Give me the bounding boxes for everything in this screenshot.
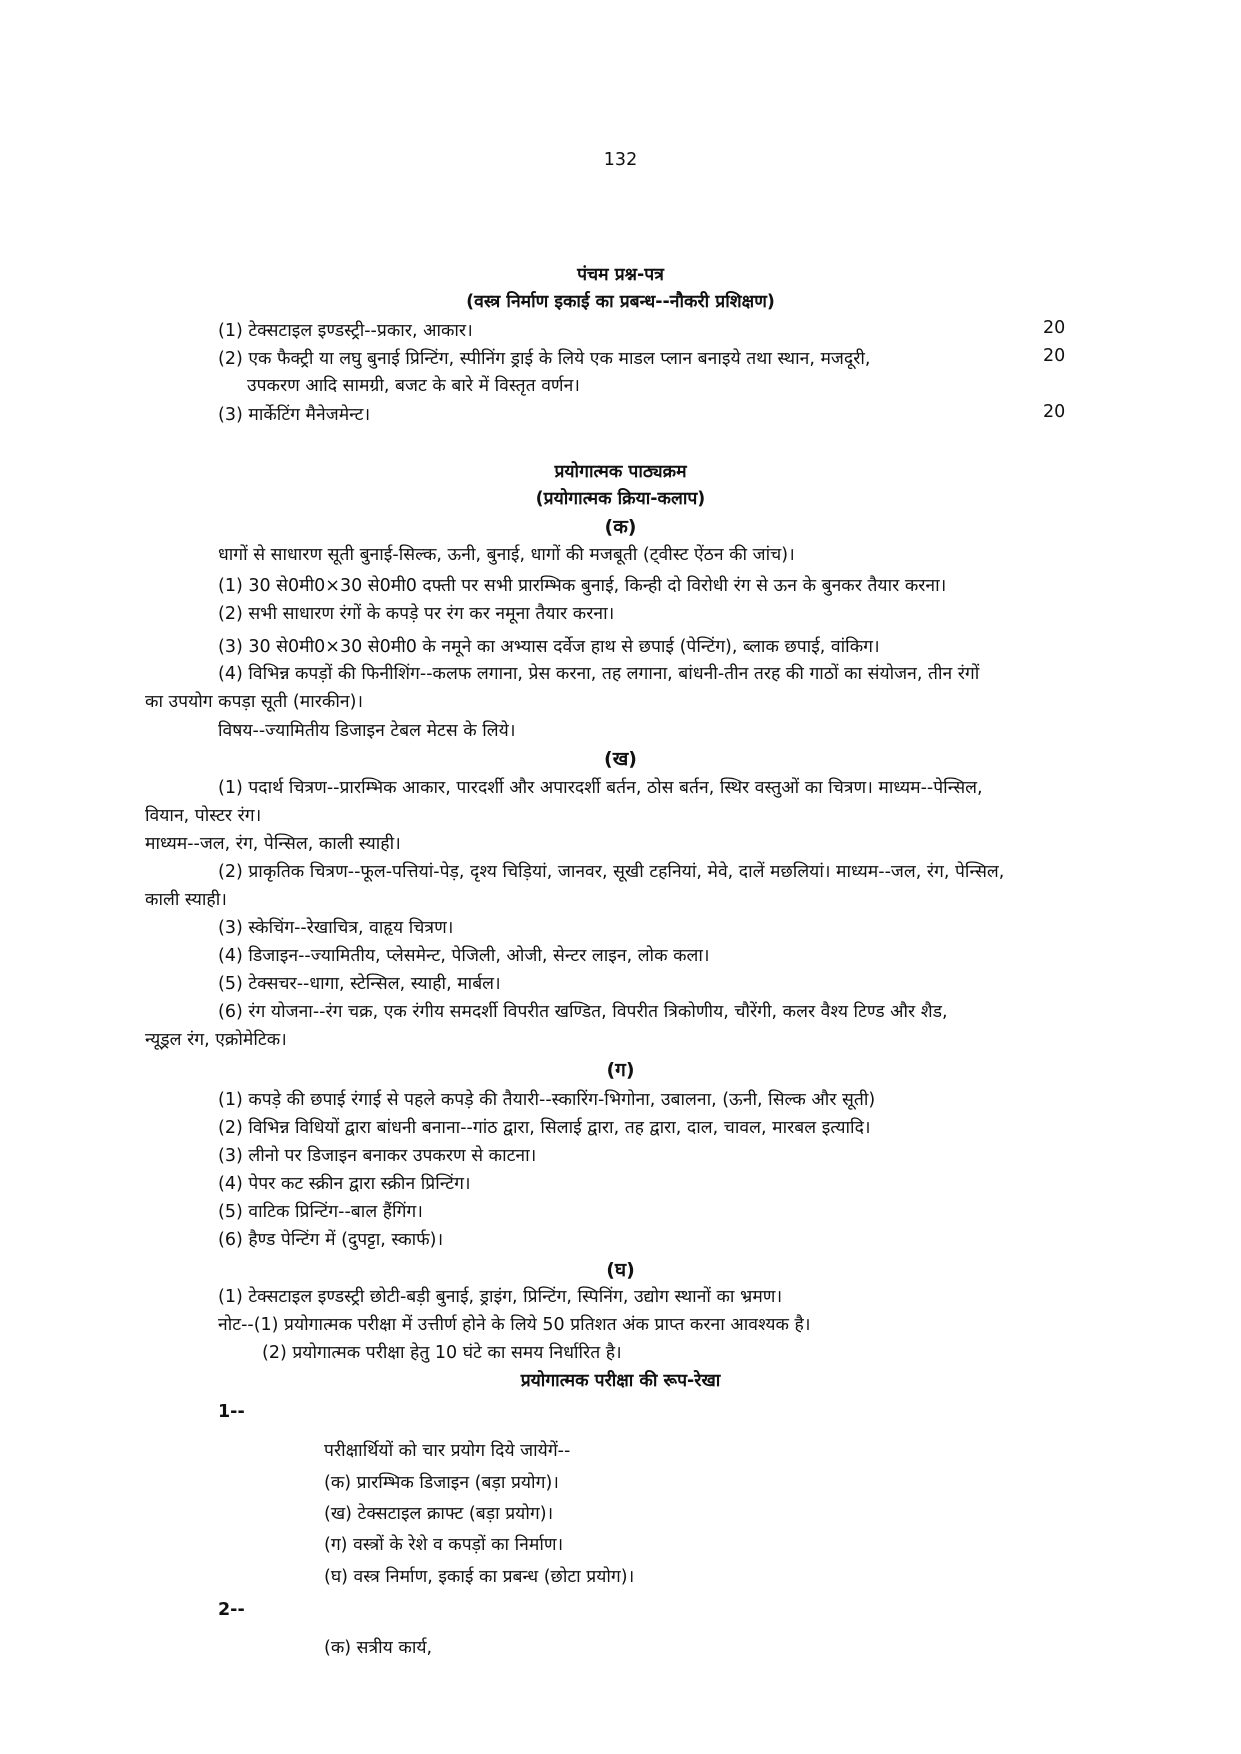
section-kha-item-2: (2) प्राकृतिक चित्रण--फूल-पत्तियां-पेड़, दृश्य चिड़ियां, जानवर, सूखी टहनियां, मेवे, दालें मछलियां। माध्यम--जल, रंग, पेन्सिल, [218,862,1005,882]
paper-item-1-marks: 20 [1043,318,1066,338]
section-gha-item-1: (1) टेक्सटाइल इण्डस्ट्री छोटी-बड़ी बुनाई, ड्राइंग, प्रिन्टिंग, स्पिनिंग, उद्योग स्थानों का भ्रमण। [218,1287,783,1307]
paper-item-3: (3) मार्केटिंग मैनेजमेन्ट। [218,405,371,425]
paper-title: पंचम प्रश्न-पत्र [577,265,664,285]
section-ka-item-1: (1) 30 से0मी0×30 से0मी0 दफ्ती पर सभी प्रारम्भिक बुनाई, किन्ही दो विरोधी रंग से ऊन के बुनकर तैयार करना। [218,576,947,596]
section-kha-item-6: (6) रंग योजना--रंग चक्र, एक रंगीय समदर्शी विपरीत खण्डित, विपरीत त्रिकोणीय, चौरेंगी, कलर वैश्य टिण्ड और शैड, [218,1002,948,1022]
exam-point-2-label: 2-- [218,1600,245,1620]
section-kha-item-3: (3) स्केचिंग--रेखाचित्र, वाहृय चित्रण। [218,918,454,938]
exam-point-1-intro: परीक्षार्थियों को चार प्रयोग दिये जायेगें-- [324,1441,571,1461]
section-ka-item-4-continuation: का उपयोग कपड़ा सूती (मारकीन)। [145,692,364,712]
page-number: 132 [603,150,638,170]
paper-item-1: (1) टेक्सटाइल इण्डस्ट्री--प्रकार, आकार। [218,321,473,341]
section-kha-item-4: (4) डिजाइन--ज्यामितीय, प्लेसमेन्ट, पेजिली, ओजी, सेन्टर लाइन, लोक कला। [218,946,710,966]
section-ga-item-5: (5) वाटिक प्रिन्टिंग--बाल हैंगिंग। [218,1202,423,1222]
section-ka-intro: धागों से साधारण सूती बुनाई-सिल्क, ऊनी, बुनाई, धागों की मजबूती (ट्वीस्ट ऐंठन की जांच)। [218,545,795,565]
section-kha-item-1-continuation: वियान, पोस्टर रंग। [145,806,262,826]
section-gha-heading: (घ) [606,1259,635,1281]
section-kha-item-1: (1) पदार्थ चित्रण--प्रारम्भिक आकार, पारदर्शी और अपारदर्शी बर्तन, ठोस बर्तन, स्थिर वस्तुओं का चित्रण। माध्यम--पेन्सिल, [218,778,983,798]
section-ga-item-1: (1) कपड़े की छपाई रंगाई से पहले कपड़े की तैयारी--स्कारिंग-भिगोना, उबालना, (ऊनी, सिल्क और सूती) [218,1090,876,1110]
exam-outline-title: प्रयोगात्मक परीक्षा की रूप-रेखा [520,1371,721,1391]
practical-title: प्रयोगात्मक पाठ्यक्रम [554,462,687,482]
section-ga-heading: (ग) [606,1059,635,1081]
section-ka-item-3: (3) 30 से0मी0×30 से0मी0 के नमूने का अभ्यास दर्वेज हाथ से छपाई (पेन्टिंग), ब्लाक छपाई, वांकिग। [218,637,880,657]
section-kha-heading: (ख) [604,748,637,770]
section-ga-item-3: (3) लीनो पर डिजाइन बनाकर उपकरण से काटना। [218,1146,537,1166]
paper-item-2-marks: 20 [1043,346,1066,366]
paper-item-3-marks: 20 [1043,402,1066,422]
section-ka-heading: (क) [604,516,637,538]
paper-subtitle: (वस्त्र निर्माण इकाई का प्रबन्ध--नौकरी प्रशिक्षण) [466,292,775,312]
section-kha-item-2-continuation: काली स्याही। [145,890,227,910]
section-ka-item-4: (4) विभिन्न कपड़ों की फिनीशिंग--कलफ लगाना, प्रेस करना, तह लगाना, बांधनी-तीन तरह की गाठों का संयोजन, तीन रंगों [218,664,980,684]
section-kha-medium: माध्यम--जल, रंग, पेन्सिल, काली स्याही। [145,834,401,854]
exam-point-1-label: 1-- [218,1402,245,1422]
practical-subtitle: (प्रयोगात्मक क्रिया-कलाप) [535,489,706,509]
paper-item-2: (2) एक फैक्ट्री या लघु बुनाई प्रिन्टिंग, स्पीनिंग ड्राई के लिये एक माडल प्लान बनाइये तथा स्थान, मजदूरी, [218,349,871,369]
section-kha-item-6-continuation: न्यूड्रल रंग, एक्रोमेटिक। [145,1030,287,1050]
section-ka-item-2: (2) सभी साधारण रंगों के कपड़े पर रंग कर नमूना तैयार करना। [218,604,615,624]
exam-point-1-item-3: (ग) वस्त्रों के रेशे व कपड़ों का निर्माण। [324,1535,564,1555]
section-gha-note-1: नोट--(1) प्रयोगात्मक परीक्षा में उत्तीर्ण होने के लिये 50 प्रतिशत अंक प्राप्त करना आवश्यक है। [218,1315,811,1335]
section-kha-item-5: (5) टेक्सचर--धागा, स्टेन्सिल, स्याही, मार्बल। [218,974,501,994]
exam-point-1-item-4: (घ) वस्त्र निर्माण, इकाई का प्रबन्ध (छोटा प्रयोग)। [324,1567,635,1587]
exam-point-1-item-2: (ख) टेक्सटाइल क्राफ्ट (बड़ा प्रयोग)। [324,1504,554,1524]
exam-point-2-item-1: (क) सत्रीय कार्य, [324,1638,433,1658]
section-ga-item-6: (6) हैण्ड पेन्टिंग में (दुपट्टा, स्कार्फ)। [218,1230,444,1250]
exam-point-1-item-1: (क) प्रारम्भिक डिजाइन (बड़ा प्रयोग)। [324,1473,559,1493]
section-ka-subject: विषय--ज्यामितीय डिजाइन टेबल मेटस के लिये। [218,721,516,741]
section-ga-item-2: (2) विभिन्न विधियों द्वारा बांधनी बनाना--गांठ द्वारा, सिलाई द्वारा, तह द्वारा, दाल, चावल, मारबल इत्यादि। [218,1118,871,1138]
section-ga-item-4: (4) पेपर कट स्क्रीन द्वारा स्क्रीन प्रिन्टिंग। [218,1174,471,1194]
section-gha-note-2: (2) प्रयोगात्मक परीक्षा हेतु 10 घंटे का समय निर्धारित है। [262,1343,622,1363]
paper-item-2-continuation: उपकरण आदि सामग्री, बजट के बारे में विस्तृत वर्णन। [247,376,580,396]
